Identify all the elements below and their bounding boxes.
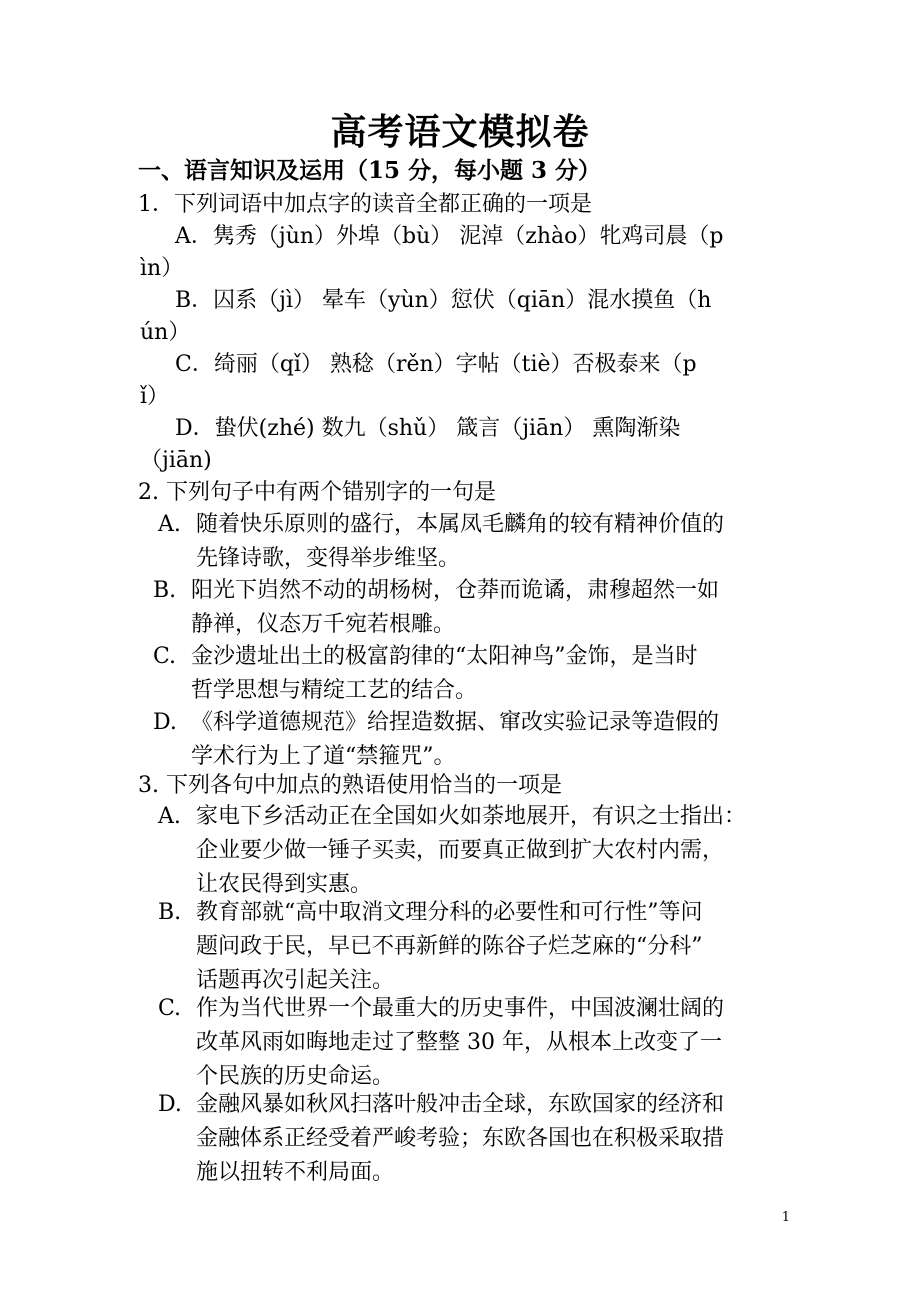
question-1-option-b-line1: B．囚系（jì） 晕车（yùn）愆伏（qiān）混水摸鱼（h	[175, 288, 712, 313]
question-2-stem: 2. 下列句子中有两个错别字的一句是	[138, 480, 496, 505]
page-number: 1	[781, 1210, 790, 1225]
option-text-line: 金沙遗址出土的极富韵律的“太阳神鸟”金饰，是当时	[191, 644, 698, 669]
question-1-option-c-line2: ǐ）	[140, 384, 170, 409]
question-1-option-a-line1: A．隽秀（jùn）外埠（bù） 泥淖（zhào）牝鸡司晨（p	[175, 224, 724, 249]
option-letter: A.	[158, 804, 181, 829]
option-text-line: 金融风暴如秋风扫落叶般冲击全球，东欧国家的经济和	[196, 1092, 725, 1117]
question-1-option-a-line2: ìn）	[140, 256, 184, 281]
option-text-line: 施以扭转不利局面。	[196, 1160, 395, 1185]
option-text-line: 随着快乐原则的盛行，本属凤毛麟角的较有精神价值的	[196, 512, 725, 537]
option-letter: C.	[158, 996, 182, 1021]
option-text-line: 作为当代世界一个最重大的历史事件，中国波澜壮阔的	[196, 996, 725, 1021]
option-text-line: 学术行为上了道“禁箍咒”。	[191, 744, 456, 769]
option-text-line: 改革风雨如晦地走过了整整 30 年，从根本上改变了一	[196, 1030, 722, 1055]
question-1-stem: 1．下列词语中加点字的读音全都正确的一项是	[138, 192, 592, 217]
option-letter: D.	[153, 710, 177, 735]
option-text-line: 《科学道德规范》给捏造数据、窜改实验记录等造假的	[191, 710, 720, 735]
option-letter: C.	[153, 644, 177, 669]
document-title: 高考语文模拟卷	[330, 111, 590, 153]
option-text-line: 企业要少做一锤子买卖，而要真正做到扩大农村内需，	[196, 838, 725, 863]
option-letter: B.	[158, 900, 182, 925]
option-text-line: 哲学思想与精绽工艺的结合。	[191, 678, 478, 703]
option-text-line: 静禅，仪态万千宛若根雕。	[191, 612, 456, 637]
question-1-option-c-line1: C．绮丽（qǐ） 熟稔（rěn）字帖（tiè）否极泰来（p	[175, 352, 697, 377]
option-text-line: 先锋诗歌，变得举步维坚。	[196, 546, 461, 571]
option-text-line: 家电下乡活动正在全国如火如荼地展开，有识之士指出：	[196, 804, 747, 829]
option-text-line: 让农民得到实惠。	[196, 872, 373, 897]
question-1-option-d-line2: （jiān)	[140, 448, 212, 473]
section-heading: 一、语言知识及运用（15 分，每小题 3 分）	[138, 157, 602, 184]
question-3-stem: 3. 下列各句中加点的熟语使用恰当的一项是	[138, 773, 562, 798]
option-letter: B.	[153, 578, 177, 603]
option-text-line: 话题再次引起关注。	[196, 968, 395, 993]
option-text-line: 教育部就“高中取消文理分科的必要性和可行性”等问	[196, 900, 703, 925]
option-text-line: 金融体系正经受着严峻考验；东欧各国也在积极采取措	[196, 1126, 725, 1151]
option-text-line: 题问政于民，早已不再新鲜的陈谷子烂芝麻的“分科”	[196, 934, 703, 959]
option-text-line: 阳光下岿然不动的胡杨树，仓莽而诡谲，肃穆超然一如	[191, 578, 720, 603]
question-1-option-d-line1: D．蛰伏(zhé) 数九（shǔ） 箴言（jiān） 熏陶渐染	[175, 416, 681, 441]
option-letter: D.	[158, 1092, 182, 1117]
question-1-option-b-line2: ún）	[140, 320, 191, 345]
option-text-line: 个民族的历史命运。	[196, 1064, 395, 1089]
option-letter: A.	[158, 512, 181, 537]
